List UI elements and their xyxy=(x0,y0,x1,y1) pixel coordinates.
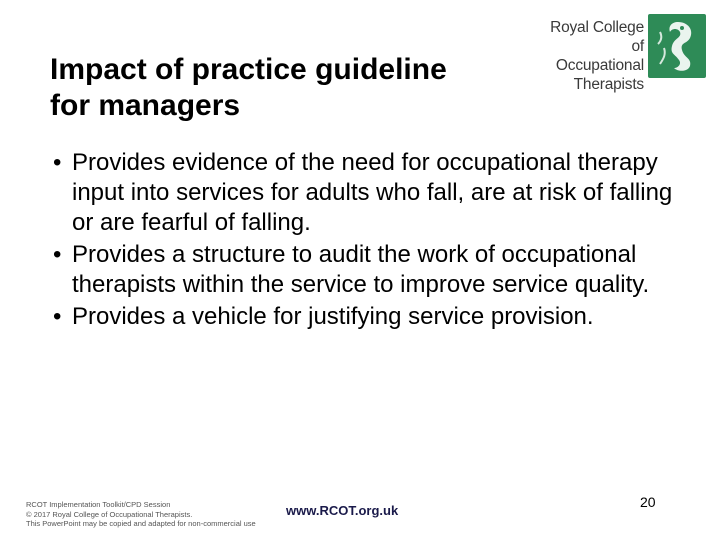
footer-url-link[interactable]: www.RCOT.org.uk xyxy=(286,503,399,518)
logo-text xyxy=(536,18,644,94)
bullet-text: Provides a vehicle for justifying service provision. xyxy=(72,303,594,330)
page-number: 20 xyxy=(640,494,656,510)
bullet-item xyxy=(48,240,688,300)
bullet-item xyxy=(48,302,688,332)
bullet-list xyxy=(48,148,688,334)
footer-copyright-note xyxy=(26,500,286,529)
bullet-icon: • xyxy=(53,241,62,268)
logo-line: Occupational xyxy=(555,57,644,74)
slide-title xyxy=(50,52,530,124)
title-line-1: Impact of practice guideline xyxy=(50,53,447,86)
logo-line: Royal College of xyxy=(550,19,644,55)
rcot-seahorse-logo-icon xyxy=(648,14,706,78)
bullet-text: Provides a structure to audit the work of occupational therapists within the service to improve service quality. xyxy=(72,241,650,298)
bullet-item xyxy=(48,148,688,238)
bullet-icon: • xyxy=(53,149,62,176)
footer-note-line: © 2017 Royal College of Occupational Therapists. xyxy=(26,509,193,519)
title-line-2: for managers xyxy=(50,89,241,122)
logo-line: Therapists xyxy=(573,76,644,93)
footer-note-line: This PowerPoint may be copied and adapted for non-commercial use xyxy=(26,519,256,528)
bullet-icon: • xyxy=(53,303,62,330)
bullet-text: Provides evidence of the need for occupational therapy input into services for adults who fall, are at risk of falling or are fearful of falling. xyxy=(72,149,673,236)
rcot-logo xyxy=(536,14,706,93)
footer-note-line: RCOT Implementation Toolkit/CPD Session xyxy=(26,500,171,509)
